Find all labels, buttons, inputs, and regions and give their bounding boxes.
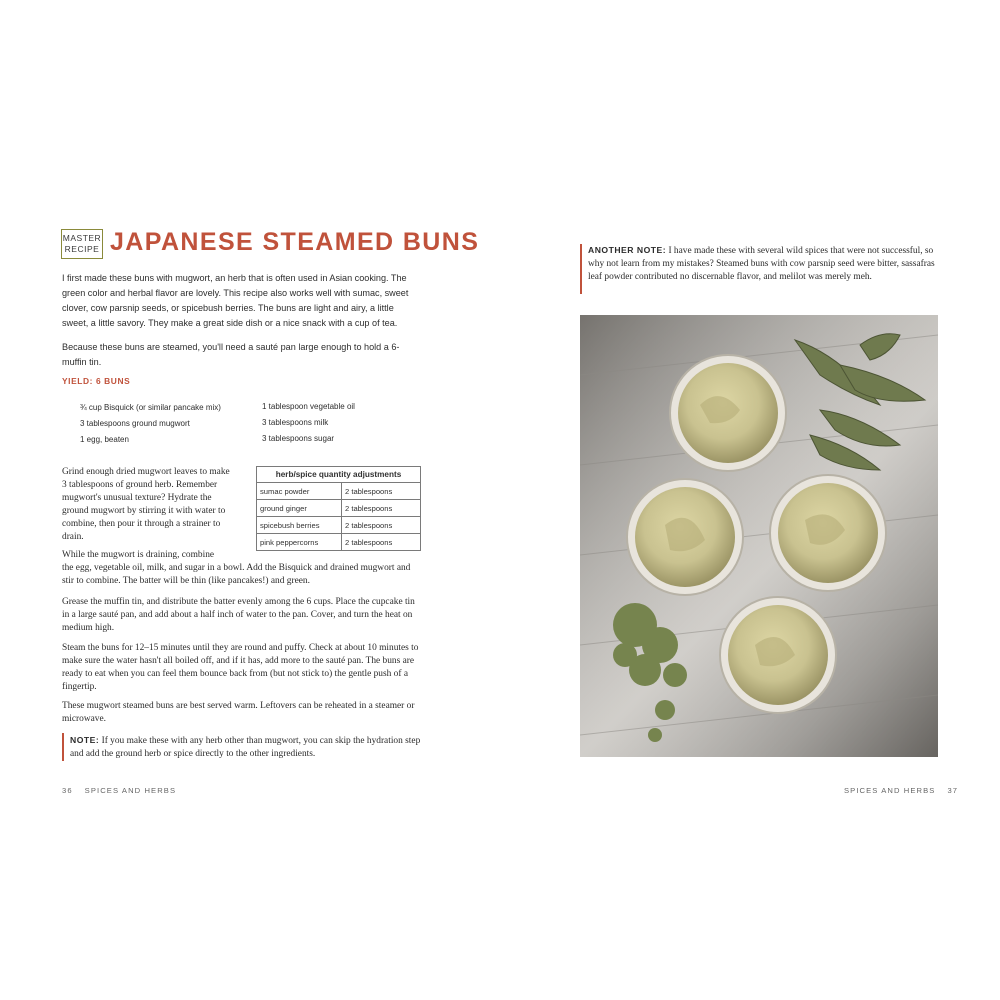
note-text: If you make these with any herb other than mugwort, you can skip the hydration step and add the ground herb or spice directly to the other ingredients. <box>70 736 421 759</box>
folio-left <box>62 786 176 795</box>
steamed-bun <box>627 479 743 595</box>
steamed-buns-photo <box>580 315 938 757</box>
step-serve: These mugwort steamed buns are best served warm. Leftovers can be reheated in a steamer or microwave. <box>62 701 415 724</box>
ingredient-item: 1 egg, beaten <box>80 435 129 444</box>
steamed-bun <box>670 355 786 471</box>
table-cell-herb: pink peppercorns <box>257 534 342 551</box>
badge-line-1: MASTER <box>62 233 102 243</box>
step-combine: the egg, vegetable oil, milk, and sugar in a bowl. Add the Bisquick and drained mugwort and stir to combine. The batter will be thin (like pancakes!) and green. <box>62 563 411 586</box>
ingredient-item: 3 tablespoons sugar <box>262 434 335 443</box>
note-accent-bar <box>580 244 582 294</box>
another-note-label: ANOTHER NOTE: <box>588 245 667 255</box>
table-cell-herb: ground ginger <box>257 500 342 517</box>
ingredient-item: ¾ cup Bisquick (or similar pancake mix) <box>80 403 221 412</box>
step-grease: Grease the muffin tin, and distribute the batter evenly among the 6 cups. Place the cupcake tin in a large sauté pan, and add about a half inch of water to the pan. Cover, and turn the heat on medium high. <box>62 597 415 633</box>
step-grind: Grind enough dried mugwort leaves to make 3 tablespoons of ground herb. Remember mugwort's unusual texture? Hydrate the ground mugwort by stirring it with water to combine, then pour it through a strainer to drain. <box>62 467 230 542</box>
page-number: 36 <box>62 786 73 795</box>
quantity-adjustments-table <box>256 466 421 551</box>
note-label: NOTE: <box>70 735 100 745</box>
table-cell-qty: 2 tablespoons <box>342 517 421 534</box>
master-recipe-badge <box>61 229 103 259</box>
step-steam: Steam the buns for 12–15 minutes until they are round and puffy. Check at about 10 minutes to make sure the water hasn't all boiled off, and if it has, add more to the sauté pan. The buns are ready to eat when you can feel them bounce back from (but not stick to) the gentle push of a fingertip. <box>62 643 419 692</box>
table-row <box>257 534 421 551</box>
another-note <box>588 244 940 284</box>
ingredients-left <box>80 402 240 450</box>
table-cell-herb: sumac powder <box>257 483 342 500</box>
ingredient-item: 3 tablespoons ground mugwort <box>80 419 190 428</box>
table-row <box>257 483 421 500</box>
table-cell-qty: 2 tablespoons <box>342 483 421 500</box>
table-cell-herb: spicebush berries <box>257 517 342 534</box>
table-cell-qty: 2 tablespoons <box>342 500 421 517</box>
table-cell-qty: 2 tablespoons <box>342 534 421 551</box>
yield: YIELD: 6 BUNS <box>62 376 131 386</box>
recipe-title: JAPANESE STEAMED BUNS <box>110 228 480 256</box>
steaming-paragraph: Because these buns are steamed, you'll need a sauté pan large enough to hold a 6-muffin tin. <box>62 342 400 367</box>
section-name: SPICES AND HERBS <box>84 786 177 795</box>
table-row <box>257 500 421 517</box>
steamed-bun <box>720 597 836 713</box>
note <box>70 734 422 761</box>
steamed-bun <box>770 475 886 591</box>
note-accent-bar <box>62 733 64 761</box>
step-combine-start: While the mugwort is draining, combine <box>62 550 215 560</box>
intro-paragraph: I first made these buns with mugwort, an herb that is often used in Asian cooking. The green color and herbal flavor are lovely. This recipe also works well with sumac, sweet clover, cow parsnip seeds, or spicebush berries. The buns are light and airy, a little sweet, a little savory. They make a great side dish or a nice snack with a cup of tea. <box>62 273 409 328</box>
folio-right <box>844 786 958 795</box>
section-name: SPICES AND HERBS <box>844 786 936 795</box>
photo-illustration <box>580 315 938 757</box>
page-number: 37 <box>947 786 959 795</box>
badge-line-2: RECIPE <box>64 244 100 254</box>
ingredient-item: 3 tablespoons milk <box>262 418 329 427</box>
ingredient-item: 1 tablespoon vegetable oil <box>262 402 355 411</box>
table-row <box>257 517 421 534</box>
ingredients-right <box>262 401 422 449</box>
another-note-text: I have made these with several wild spices that were not successful, so why not learn from my mistakes? Steamed buns with cow parsnip seed were bitter, sassafras leaf powder contributed no discernable flavor, and melilot was merely meh. <box>588 246 935 282</box>
table-title: herb/spice quantity adjustments <box>257 467 421 483</box>
